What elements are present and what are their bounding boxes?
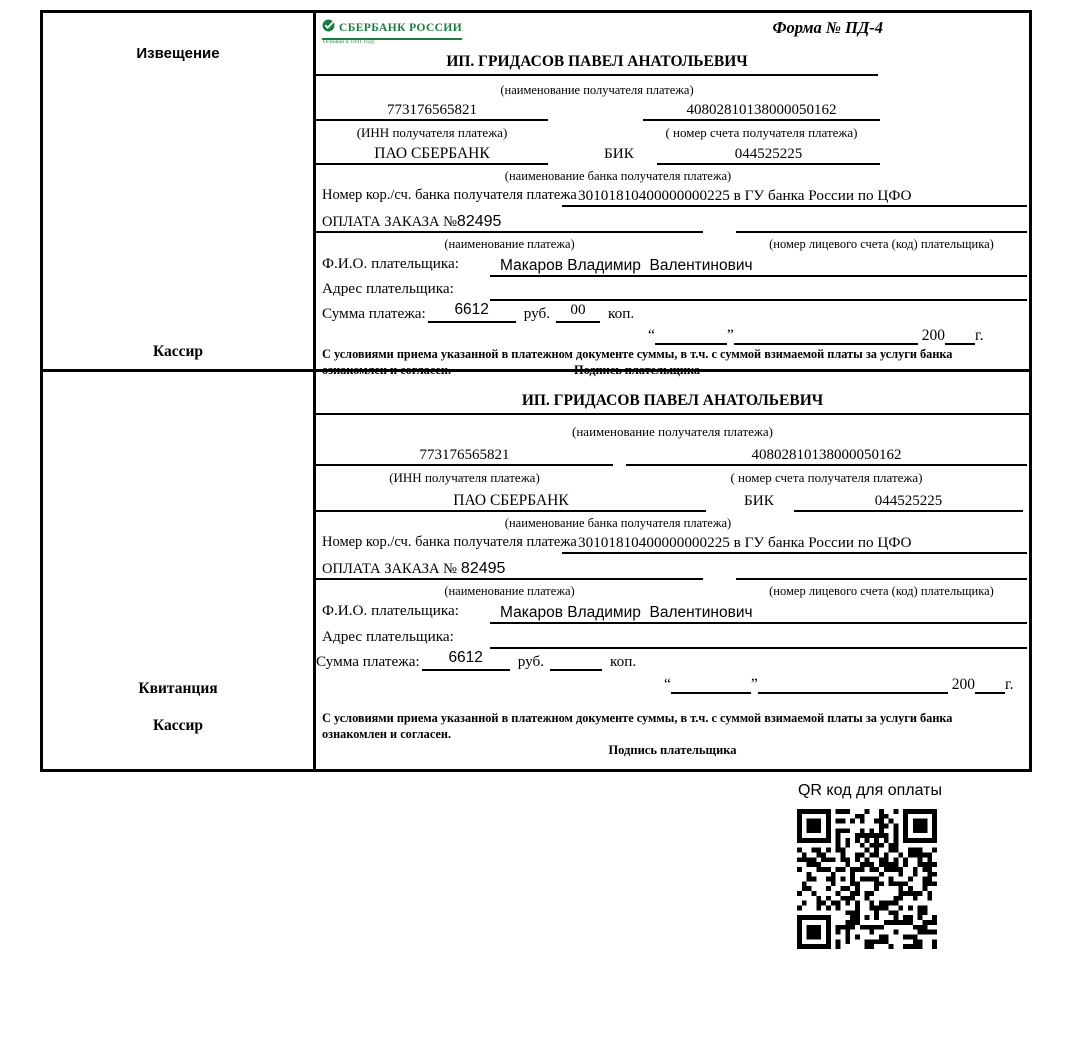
notice-cashier-label: Кассир — [152, 343, 204, 360]
bank-name-field — [316, 143, 548, 165]
payee-account-value: 40802810138000050162 — [686, 102, 837, 118]
amount-kop-field — [550, 649, 602, 671]
date-day-field — [671, 672, 751, 694]
payer-address-field — [490, 275, 1027, 301]
payee-account-field — [626, 442, 1027, 466]
date-month-field — [734, 323, 918, 345]
payment-purpose-label: (наименование платежа) — [444, 584, 575, 598]
payer-fio-field — [490, 251, 1027, 277]
payer-address-label: Адрес плательщика: — [322, 628, 454, 645]
receipt-content — [316, 372, 1029, 769]
payer-signature-label: Подпись плательщика — [574, 363, 701, 378]
agreement-line1: С условиями приема указанной в платежном документе суммы, в т.ч. с суммой взимаемой платы за услуги банка — [322, 347, 953, 361]
payment-purpose-prefix: ОПЛАТА ЗАКАЗА № — [322, 561, 457, 577]
payer-fio-value: Макаров Владимир Валентинович — [500, 257, 753, 274]
receipt-cashier-label: Кассир — [152, 717, 204, 734]
bik-field — [794, 488, 1023, 512]
corr-account-field — [562, 528, 1027, 554]
payee-inn-value: 773176565821 — [387, 102, 477, 118]
payee-account-label: ( номер счета получателя платежа) — [730, 470, 923, 485]
payer-address-field — [490, 623, 1027, 649]
payee-name-title: ИП. ГРИДАСОВ ПАВЕЛ АНАТОЛЬЕВИЧ — [316, 392, 1029, 415]
kop-label: коп. — [610, 653, 637, 670]
payee-inn-field — [316, 442, 613, 466]
payee-account-label: ( номер счета получателя платежа) — [665, 125, 858, 140]
payment-purpose-prefix: ОПЛАТА ЗАКАЗА № — [322, 214, 457, 230]
notice-left-column — [43, 13, 316, 369]
date-month-field — [758, 672, 948, 694]
sberbank-logo-text: СБЕРБАНК РОССИИ — [339, 22, 463, 34]
payer-address-label: Адрес плательщика: — [322, 280, 454, 297]
receipt-left-column — [43, 372, 316, 769]
payee-account-value: 40802810138000050162 — [751, 447, 902, 463]
bik-field — [657, 143, 880, 165]
amount-row — [316, 649, 636, 671]
payee-name-title: ИП. ГРИДАСОВ ПАВЕЛ АНАТОЛЬЕВИЧ — [316, 53, 878, 76]
kop-label: коп. — [608, 305, 635, 322]
corr-account-value: 30101810400000000225 в ГУ банка России по ЦФО — [578, 534, 912, 551]
payment-form-pd4 — [40, 10, 1032, 772]
personal-account-label: (номер лицевого счета (код) плательщика) — [769, 237, 994, 251]
bank-name-field — [316, 488, 706, 512]
rub-label: руб. — [517, 653, 544, 670]
year-field — [975, 672, 1005, 694]
payer-fio-field — [490, 598, 1027, 624]
corr-account-value: 30101810400000000225 в ГУ банка России по ЦФО — [578, 187, 912, 204]
bank-name-label: (наименование банка получателя платежа) — [504, 516, 732, 530]
amount-kop-field — [556, 301, 600, 323]
agreement-block — [322, 710, 1023, 759]
year-suffix: г. — [975, 327, 984, 344]
notice-section-title: Извещение — [136, 45, 220, 62]
bik-label: БИК — [604, 145, 634, 162]
amount-label: Сумма платежа: — [316, 653, 420, 670]
close-quote: ” — [750, 676, 758, 693]
amount-rub-value: 6612 — [454, 301, 489, 318]
payee-name-label: (наименование получателя платежа) — [500, 83, 694, 97]
open-quote: “ — [648, 327, 655, 344]
amount-rub-field — [422, 649, 510, 671]
receipt-section-title: Квитанция — [138, 680, 218, 697]
qr-code-image — [797, 809, 937, 949]
bank-name-label: (наименование банка получателя платежа) — [504, 169, 732, 183]
payee-inn-field — [316, 97, 548, 121]
agreement-line2-text: ознакомлен и согласен. — [322, 363, 452, 378]
year-prefix: 200 — [921, 327, 946, 344]
date-row — [648, 323, 984, 345]
corr-account-label: Номер кор./сч. банка получателя платежа — [322, 534, 577, 550]
payee-name-label: (наименование получателя платежа) — [572, 424, 773, 439]
corr-account-field — [562, 181, 1027, 207]
sberbank-logo — [322, 19, 462, 40]
order-number: 82495 — [460, 560, 506, 577]
amount-rub-value: 6612 — [448, 649, 483, 666]
amount-rub-field — [428, 301, 516, 323]
amount-row — [322, 301, 634, 323]
bank-name-value: ПАО СБЕРБАНК — [453, 492, 569, 509]
sberbank-logo-subtext: Основан в 1841 году — [323, 39, 375, 45]
payer-fio-value: Макаров Владимир Валентинович — [500, 604, 753, 621]
agreement-line2: ознакомлен и согласен. — [322, 727, 452, 742]
sberbank-tick-icon — [322, 19, 335, 37]
year-prefix: 200 — [951, 676, 976, 693]
date-day-field — [655, 323, 727, 345]
payee-inn-value: 773176565821 — [419, 447, 510, 463]
notice-content — [316, 13, 1029, 378]
open-quote: “ — [664, 676, 671, 693]
personal-account-label: (номер лицевого счета (код) плательщика) — [769, 584, 994, 598]
rub-label: руб. — [523, 305, 550, 322]
payee-inn-label: (ИНН получателя платежа) — [356, 125, 508, 140]
order-number: 82495 — [456, 213, 502, 230]
personal-account-field — [736, 556, 1027, 580]
qr-code — [797, 809, 937, 949]
payee-inn-label: (ИНН получателя платежа) — [389, 470, 540, 485]
personal-account-field — [736, 209, 1027, 233]
year-suffix: г. — [1005, 676, 1014, 693]
bik-label: БИК — [744, 492, 774, 509]
bank-name-value: ПАО СБЕРБАНК — [374, 145, 490, 162]
payer-signature-label: Подпись плательщика — [608, 743, 737, 758]
payee-account-field — [643, 97, 880, 121]
bik-value: 044525225 — [734, 146, 803, 162]
agreement-line1: С условиями приема указанной в платежном документе суммы, в т.ч. с суммой взимаемой платы за услуги банка — [322, 711, 953, 725]
qr-code-label: QR код для оплаты — [797, 782, 942, 799]
bik-value: 044525225 — [874, 493, 943, 509]
payment-purpose-label: (наименование платежа) — [444, 237, 575, 251]
corr-account-label: Номер кор./сч. банка получателя платежа — [322, 187, 577, 203]
date-row — [664, 672, 1014, 694]
payer-fio-label: Ф.И.О. плательщика: — [322, 255, 459, 272]
amount-kop-value: 00 — [570, 301, 586, 318]
payer-fio-label: Ф.И.О. плательщика: — [322, 602, 459, 619]
form-number: Форма № ПД-4 — [772, 18, 883, 37]
payment-purpose-field — [316, 209, 703, 233]
receipt-section — [43, 372, 1029, 769]
close-quote: ” — [726, 327, 734, 344]
amount-label: Сумма платежа: — [322, 305, 426, 322]
payment-purpose-field — [316, 556, 703, 580]
year-field — [945, 323, 975, 345]
notice-section — [43, 13, 1029, 378]
